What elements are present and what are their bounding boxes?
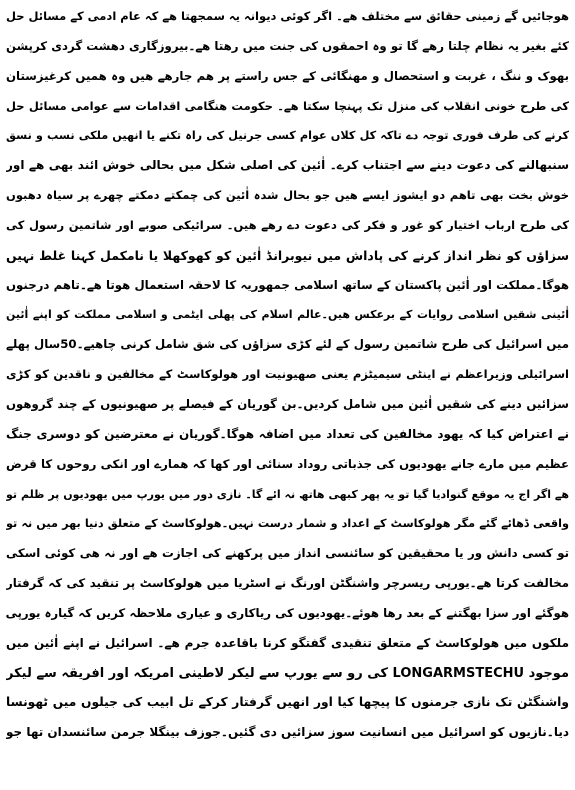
text-line: اسرائیلی وزیراعظم نے اینٹی سیمیٹزم یعنی صھیونیت اور ھولوکاسٹ کے مخالفین و ناقدین کو کڑی xyxy=(6,367,569,382)
text-line: دیا۔نازیوں کو اسرائیل میں انسانیت سوز سزائیں دی گئیں۔جوزف بینگلا جرمن سائنسدان تھا جو xyxy=(6,725,569,740)
text-line: واشنگٹن تک نازی جرمنوں کا پیچھا کیا اور انھیں گرفتار کرکے تل ابیب کی جیلوں میں ٹھونسا xyxy=(6,695,569,710)
text-line: سزائیں دینے کی شقیں اٰئین میں شامل کردیں۔بن گوریان کے فیصلے پر صھیونیوں کے چند گروھوں xyxy=(6,396,569,411)
text-line: کی طرح ارباب اختیار کو غور و فکر کی دعوت دے رھے ھیں۔ سرائیکی صوبے اور شاتمین رسول کی xyxy=(6,217,569,232)
text-line: میں اسرائیل کی طرح شاتمین رسول کے لئے کڑی سزاؤں کی شق شامل کرنی چاھیے۔50سال پھلے xyxy=(6,337,569,352)
text-line: نے اعتراض کیا کہ یھود مخالفین کی تعداد میں اضافہ ھوگا۔گوریان نے معترضین کو دوسری جنگ xyxy=(6,426,569,441)
text-line: موجود LONGARMSTECHU کی رو سے یورپ سے لیکر لاطینی امریکہ اور افریقہ سے لیکر xyxy=(6,665,569,681)
text-line: ھوگئے اور سزا بھگتنے کے بعد رھا ھوئے۔یھودیوں کی ریاکاری و عیاری ملاحظہ کریں کہ گیارہ یورپی xyxy=(6,605,569,620)
text-line: خوش بخت بھی تاھم دو ایشوز ایسے ھیں جو بحال شدہ اٰئین کی چمکتے دمکتے چھرے پر سیاہ دھبوں xyxy=(6,188,569,203)
text-line: مخالفت کرتا ھے۔یورپی ریسرچر واشنگٹن اورنگ نے اسٹریا میں ھولوکاسٹ پر تنقید کی کہ گرفتار xyxy=(6,576,569,591)
text-line: ھوگا۔مملکت اور اٰئین پاکستان کے ساتھ اسلامی جمھوریہ کا لاحقہ استعمال ھوتا ھے۔تاھم درجنوں xyxy=(6,277,569,292)
text-line: اٰئینی شقیں اسلامی روایات کے برعکس ھیں۔عالم اسلام کی پھلی ایٹمی و اسلامی مملکت کو اپنے اٰئین xyxy=(6,308,569,322)
text-line: کئے بغیر یہ نظام چلتا رھے گا تو وہ احمقوں کی جنت میں رھتا ھے۔بیروزگاری دھشت گردی کرپشن xyxy=(6,38,569,53)
article-text xyxy=(6,2,569,748)
text-line: بھوک و ننگ ، غربت و استحصال و مھنگائی کے جس راستے پر ھم جارھے ھیں وہ ھمیں کرغیزستان xyxy=(6,68,569,83)
text-line: عظیم میں مارے جانے یھودیوں کی جذباتی روداد سنائی اور کھا کہ ھمارے اور انکی روحوں کا قرض xyxy=(6,456,569,471)
text-line: ھے اگر اج یہ موقع گنوادیا گیا تو یہ پھر کبھی ھاتھ نہ ائے گا۔ نازی دور میں یورپ میں یھودیوں پر ظلم تو xyxy=(6,487,569,501)
text-line: واقعی ڈھائے گئے مگر ھولوکاسٹ کے اعداد و شمار درست نہیں۔ھولوکاسٹ کے متعلق دنیا بھر میں نہ تو xyxy=(6,517,569,531)
text-line: ملکوں میں ھولوکاسٹ کے متعلق تنقیدی گفتگو کرنا باقاعدہ جرم ھے۔ اسرائیل نے اپنے اٰئین میں xyxy=(6,635,569,650)
text-line: ھوجائیں گے زمینی حقائق سے مختلف ھے۔ اگر کوئی دیوانہ یہ سمجھتا ھے کہ عام ادمی کے مسائل حل xyxy=(6,9,569,23)
text-line: تو کسی دانش ور یا محقیقین کو سائنسی انداز میں پرکھنے کی اجازت ھے اور نہ ھی کوئی اسکی xyxy=(6,546,569,561)
text-line: سنبھالنے کی دعوت دینے سے اجتناب کرے۔ اٰئین کی اصلی شکل میں بحالی خوش ائند بھی ھے اور xyxy=(6,158,569,173)
text-line: کی طرح خونی انقلاب کی منزل تک پہنچا سکتا ھے۔ حکومت ھنگامی اقدامات سے عوامی مسائل حل xyxy=(6,98,569,113)
text-line: سزاؤں کو نظر انداز کرنے کی پاداش میں نیوبرانڈ اٰئین کو کھوکھلا یا نامکمل کہنا غلط نہیں xyxy=(6,247,569,263)
text-line: کرنے کی طرف فوری توجہ دے تاکہ کل کلاں عوام کسی جرنیل کی راہ تکنے یا انھیں ملکی نسب و نسق xyxy=(6,129,569,143)
